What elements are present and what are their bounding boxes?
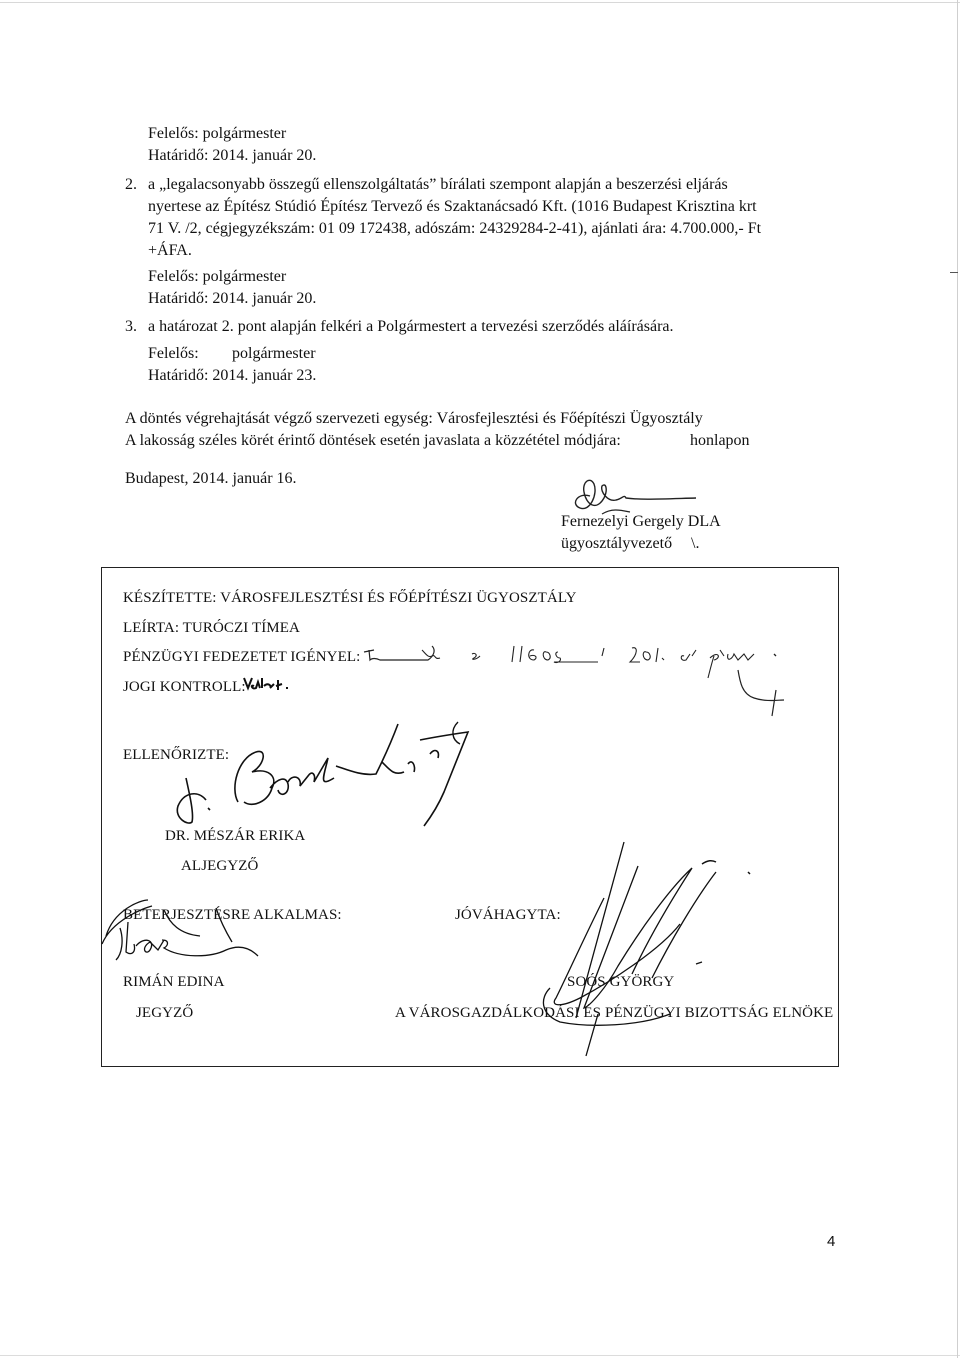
hatarido-line-1: Határidő: 2014. január 20. (148, 147, 317, 164)
point-2-felelos: Felelős: polgármester (148, 268, 287, 285)
execution-line-2: A lakosság széles körét érintő döntések esetén javaslata a közzététel módjára: (125, 432, 621, 449)
point-2-number: 2. (125, 176, 137, 193)
soos-title: A VÁROSGAZDÁLKODÁSI ÉS PÉNZÜGYI BIZOTTSÁG ELNÖKE (395, 1005, 834, 1021)
riman-name: RIMÁN EDINA (123, 974, 225, 990)
execution-line-1: A döntés végrehajtását végző szervezeti egység: Városfejlesztési és Főépítészi Ügyosztály (125, 410, 703, 427)
soos-name: SOÓS GYÖRGY (567, 974, 675, 990)
point-2-line-4: +ÁFA. (148, 242, 192, 259)
point-2-hatarido: Határidő: 2014. január 20. (148, 290, 317, 307)
scan-top-edge (0, 2, 960, 3)
page-number: 4 (827, 1233, 836, 1250)
point-3-felelos-value: polgármester (232, 345, 316, 362)
ellenorizte-label: ELLENŐRIZTE: (123, 747, 230, 763)
meszar-title: ALJEGYZŐ (181, 858, 259, 874)
point-3-felelos-label: Felelős: (148, 345, 199, 362)
keszitette-line: KÉSZÍTETTE: VÁROSFEJLESZTÉSI ÉS FŐÉPÍTÉSZI ÜGYOSZTÁLY (123, 590, 577, 606)
scan-right-mark (950, 272, 958, 273)
jogi-kontroll-label: JOGI KONTROLL: (123, 679, 246, 695)
execution-line-2-value: honlapon (690, 432, 750, 449)
point-2-line-2: nyertese az Építész Stúdió Építész Tervező és Szaktanácsadó Kft. (1016 Budapest Krisztina krt (148, 198, 757, 215)
point-3-hatarido: Határidő: 2014. január 23. (148, 367, 317, 384)
jovahagyta-label: JÓVÁHAGYTA: (455, 907, 561, 923)
signer-name: Fernezelyi Gergely DLA (561, 513, 721, 530)
scan-right-edge (957, 0, 958, 1358)
scan-bottom-edge (0, 1355, 960, 1356)
point-3-number: 3. (125, 318, 137, 335)
signer-mark: \. (691, 535, 700, 552)
meszar-name: DR. MÉSZÁR ERIKA (165, 828, 306, 844)
point-3-line-1: a határozat 2. pont alapján felkéri a Polgármestert a tervezési szerződés aláírására. (148, 318, 674, 335)
approval-box (101, 567, 839, 1067)
point-2-line-1: a „legalacsonyabb összegű ellenszolgáltatás” bírálati szempont alapján a beszerzési eljárás (148, 176, 728, 193)
riman-title: JEGYZŐ (136, 1005, 194, 1021)
signer-title: ügyosztályvezető (561, 535, 673, 552)
felelos-line-1: Felelős: polgármester (148, 125, 287, 142)
point-2-line-3: 71 V. /2, cégjegyzékszám: 01 09 172438, adószám: 24329284-2-41), ajánlati ára: 4.700.000,- Ft (148, 220, 762, 237)
document-date: Budapest, 2014. január 16. (125, 470, 297, 487)
penzugyi-label: PÉNZÜGYI FEDEZETET IGÉNYEL: (123, 649, 361, 665)
leirta-line: LEÍRTA: TURÓCZI TÍMEA (123, 620, 300, 636)
beterjesztesre-label: BETERJESZTÉSRE ALKALMAS: (123, 907, 342, 923)
